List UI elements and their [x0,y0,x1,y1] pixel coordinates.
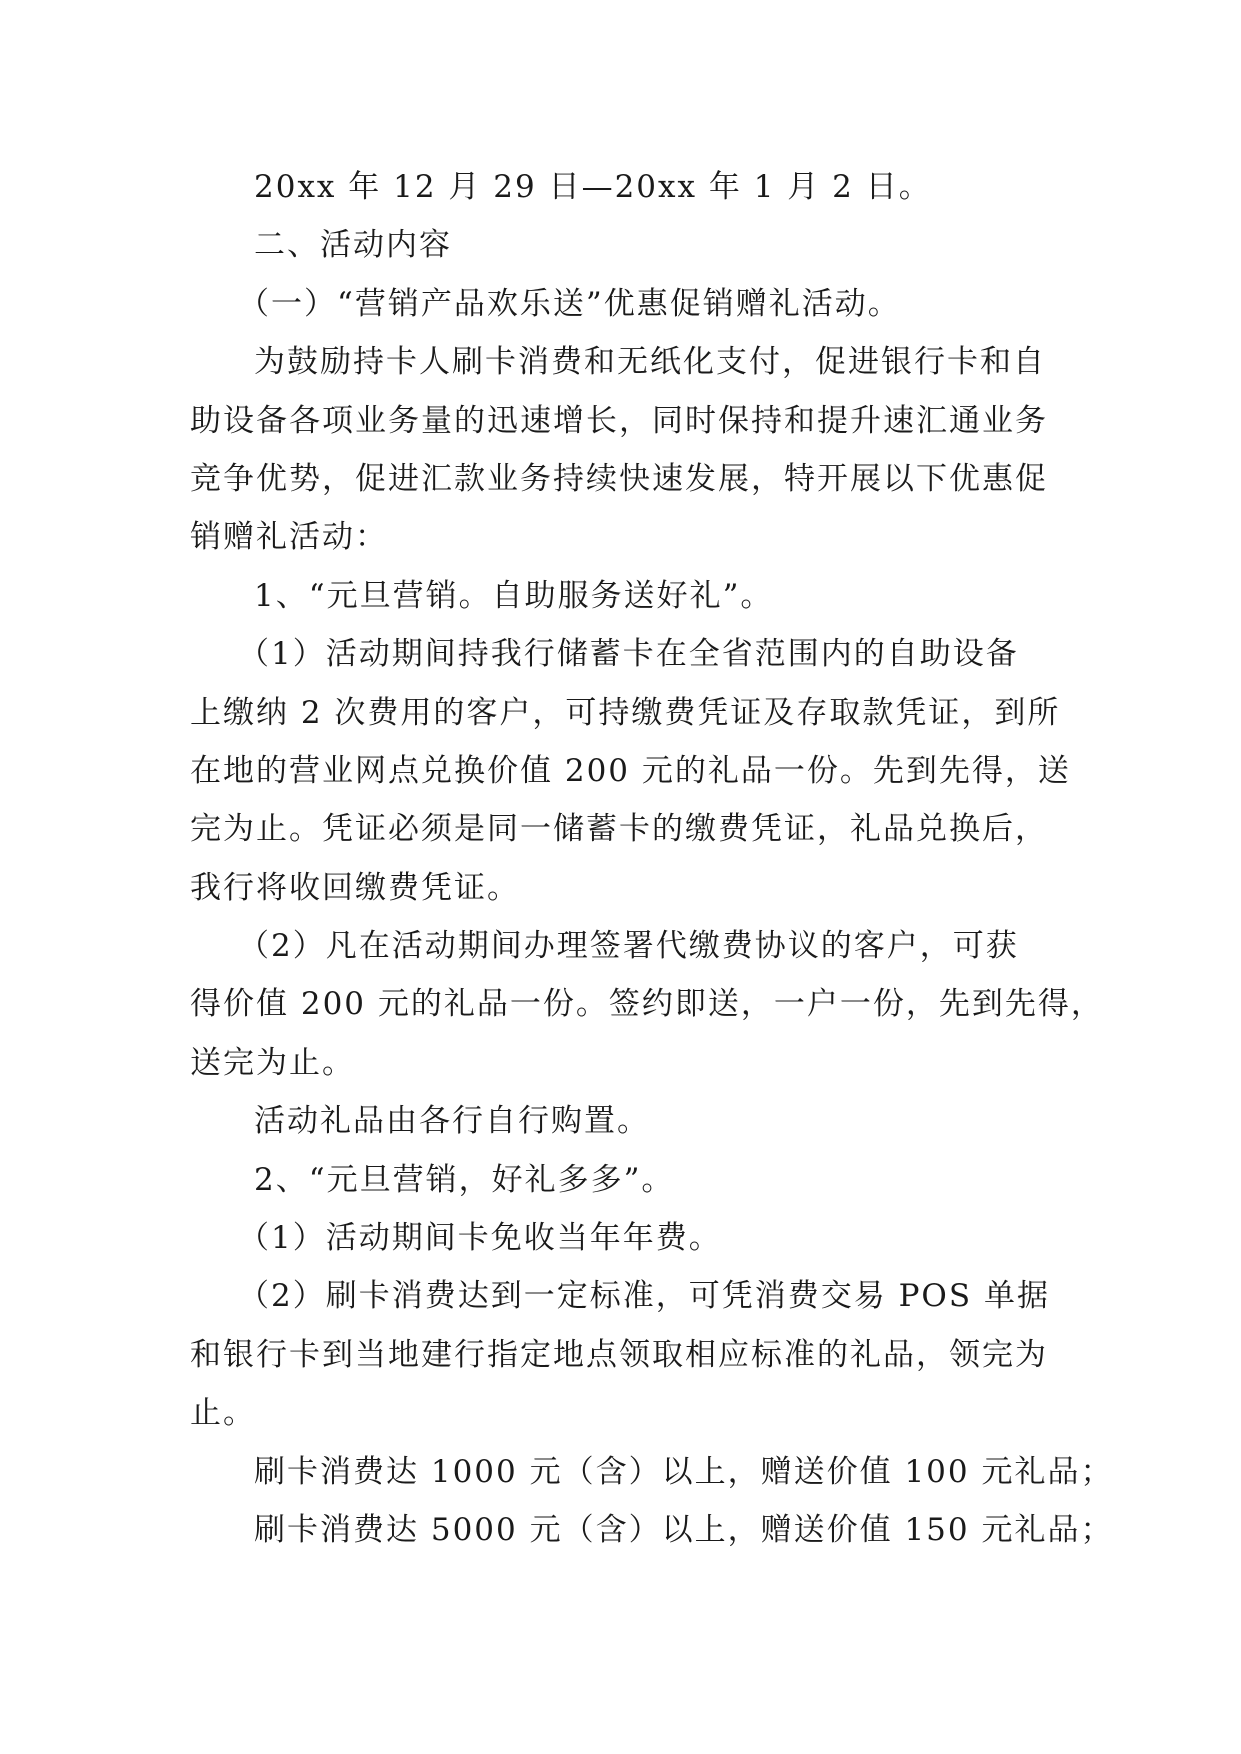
text-line: （1）活动期间卡免收当年年费。 [238,1220,722,1257]
text-line: 为鼓励持卡人刷卡消费和无纸化支付，促进银行卡和自 [254,344,1046,381]
text-line: 送完为止。 [190,1044,355,1081]
text-line: 活动礼品由各行自行购置。 [254,1103,650,1140]
text-line: 我行将收回缴费凭证。 [190,869,520,906]
text-line: 止。 [190,1395,256,1432]
text-line: 20xx 年 12 月 29 日—20xx 年 1 月 2 日。 [254,169,932,205]
document-body [190,158,1114,1559]
text-line: 在地的营业网点兑换价值 200 元的礼品一份。先到先得，送 [190,752,1071,789]
text-line: 销赠礼活动： [190,519,388,556]
text-line: 竞争优势，促进汇款业务持续快速发展，特开展以下优惠促 [190,460,1048,497]
text-line: 得价值 200 元的礼品一份。签约即送，一户一份，先到先得， [190,986,1104,1023]
text-line: 刷卡消费达 5000 元（含）以上，赠送价值 150 元礼品； [254,1511,1114,1548]
text-line: （2）凡在活动期间办理签署代缴费协议的客户，可获 [238,928,1019,965]
text-line: 刷卡消费达 1000 元（含）以上，赠送价值 100 元礼品； [254,1453,1114,1490]
text-line: 完为止。凭证必须是同一储蓄卡的缴费凭证，礼品兑换后， [190,811,1048,848]
item-heading: 2、“元旦营销，好礼多多”。 [254,1161,675,1198]
text-line: （1）活动期间持我行储蓄卡在全省范围内的自助设备 [238,636,1019,673]
text-line: 助设备各项业务量的迅速增长，同时保持和提升速汇通业务 [190,402,1048,439]
text-line: 和银行卡到当地建行指定地点领取相应标准的礼品，领完为 [190,1336,1048,1373]
section-heading: 二、活动内容 [254,227,452,264]
text-line: 上缴纳 2 次费用的客户，可持缴费凭证及存取款凭证，到所 [190,694,1061,731]
text-line: （2）刷卡消费达到一定标准，可凭消费交易 POS 单据 [238,1278,1050,1315]
item-heading: 1、“元旦营销。自助服务送好礼”。 [254,577,774,614]
subsection-heading: （一）“营销产品欢乐送”优惠促销赠礼活动。 [238,285,901,322]
